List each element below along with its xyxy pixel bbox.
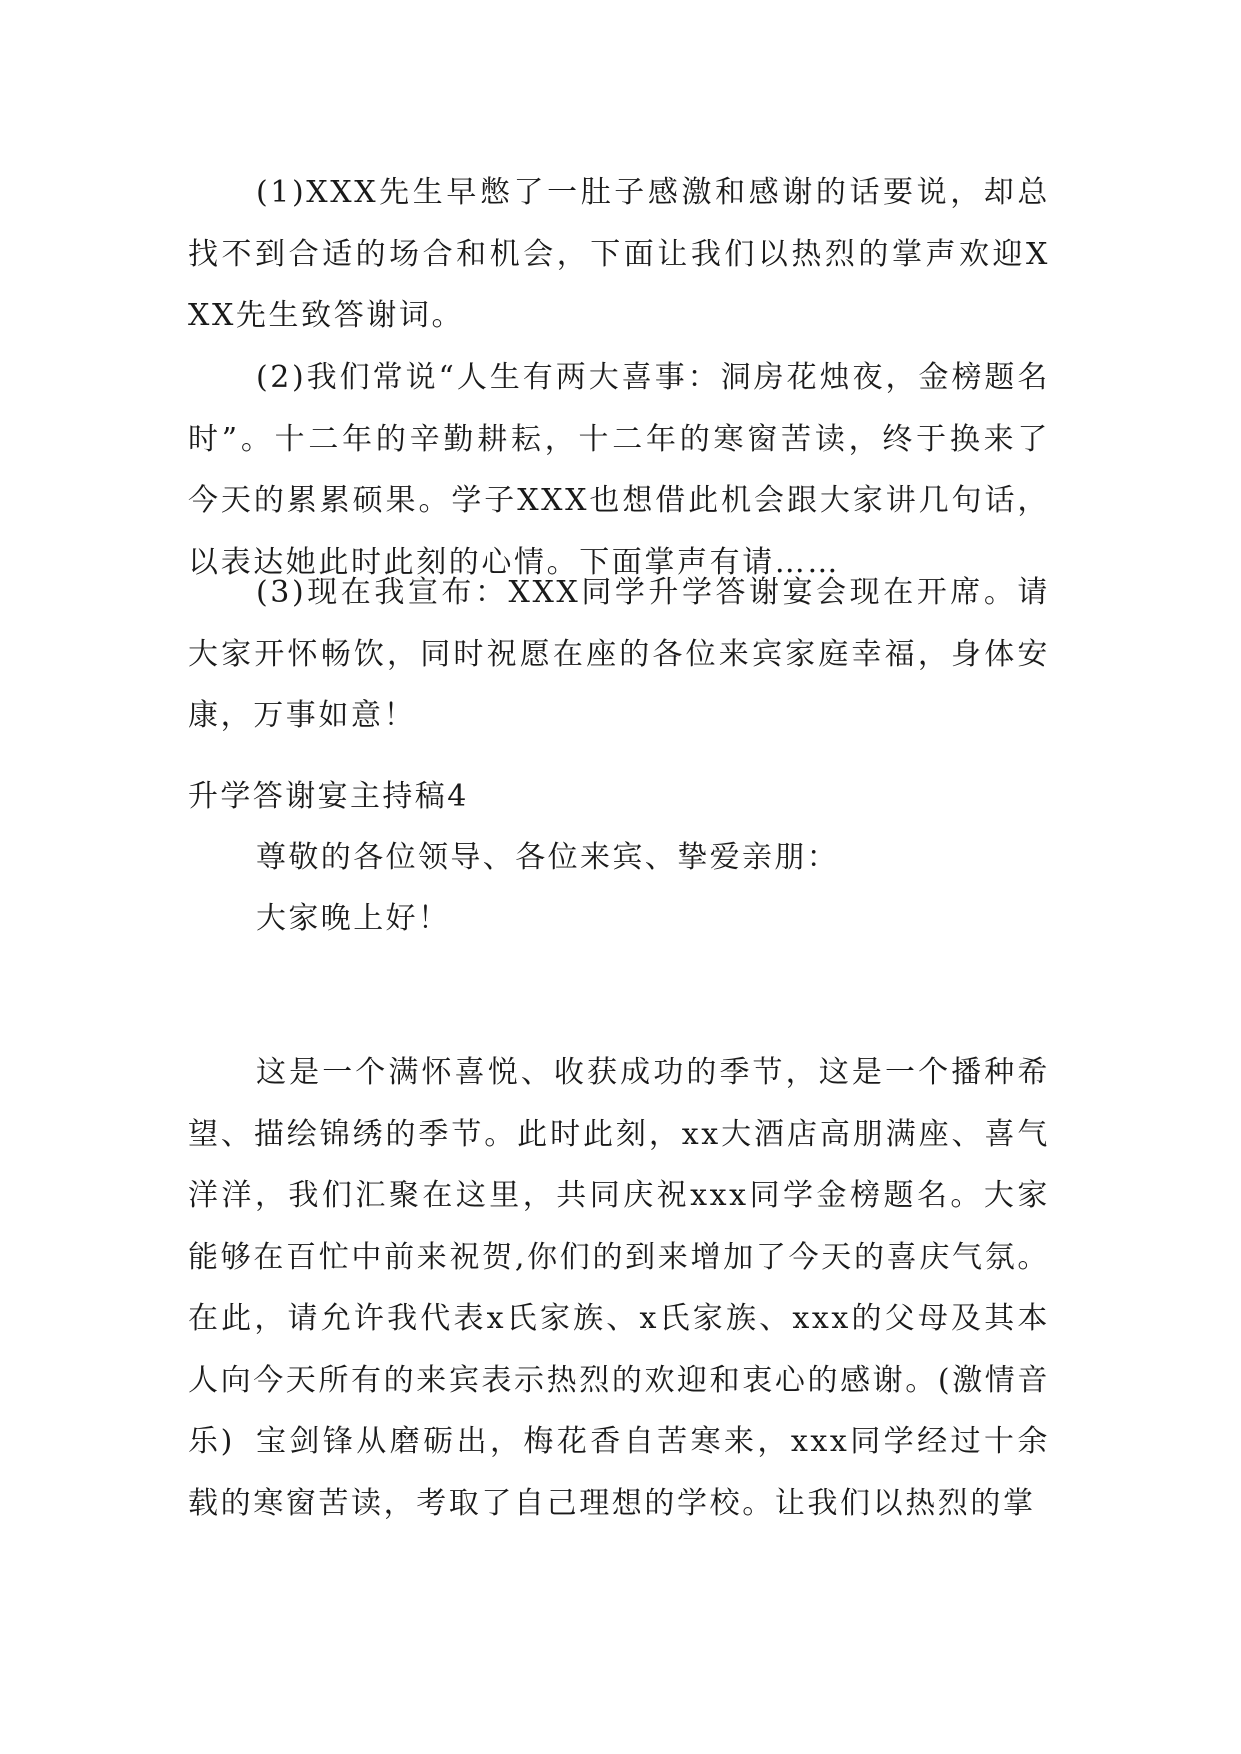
paragraph-5: 宝剑锋从磨砺出，梅花香自苦寒来，xxx同学经过十余载的寒窗苦读，考取了自己理想的学校。让我们以热烈的掌 xyxy=(188,1424,1050,1521)
paragraph-4: 这是一个满怀喜悦、收获成功的季节，这是一个播种希望、描绘锦绣的季节。此时此刻，xx大酒店高朋满座、喜气洋洋，我们汇聚在这里，共同庆祝xxx同学金榜题名。大家能够在百忙中前来祝贺,你们的到来增加了今天的喜庆气氛。在此，请允许我代表x氏家族、x氏家族、xxx的父母及其本人向今天所有的来宾表示热烈的欢迎和衷心的感谢。(激情音乐) xyxy=(188,1055,1050,1459)
salutation: 尊敬的各位领导、各位来宾、挚爱亲朋： xyxy=(256,840,840,875)
paragraph-2: (2)我们常说“人生有两大喜事：洞房花烛夜，金榜题名时”。十二年的辛勤耕耘，十二年的寒窗苦读，终于换来了今天的累累硕果。学子XXX也想借此机会跟大家讲几句话，以表达她此时此刻的心情。下面掌声有请…… xyxy=(188,360,1050,580)
section-title: 升学答谢宴主持稿4 xyxy=(188,779,469,814)
greeting: 大家晚上好！ xyxy=(256,901,451,936)
paragraph-3: (3)现在我宣布：XXX同学升学答谢宴会现在开席。请大家开怀畅饮，同时祝愿在座的各位来宾家庭幸福，身体安康，万事如意！ xyxy=(188,575,1050,733)
paragraph-1: (1)XXX先生早憋了一肚子感激和感谢的话要说，却总找不到合适的场合和机会，下面让我们以热烈的掌声欢迎XXX先生致答谢词。 xyxy=(188,175,1050,333)
